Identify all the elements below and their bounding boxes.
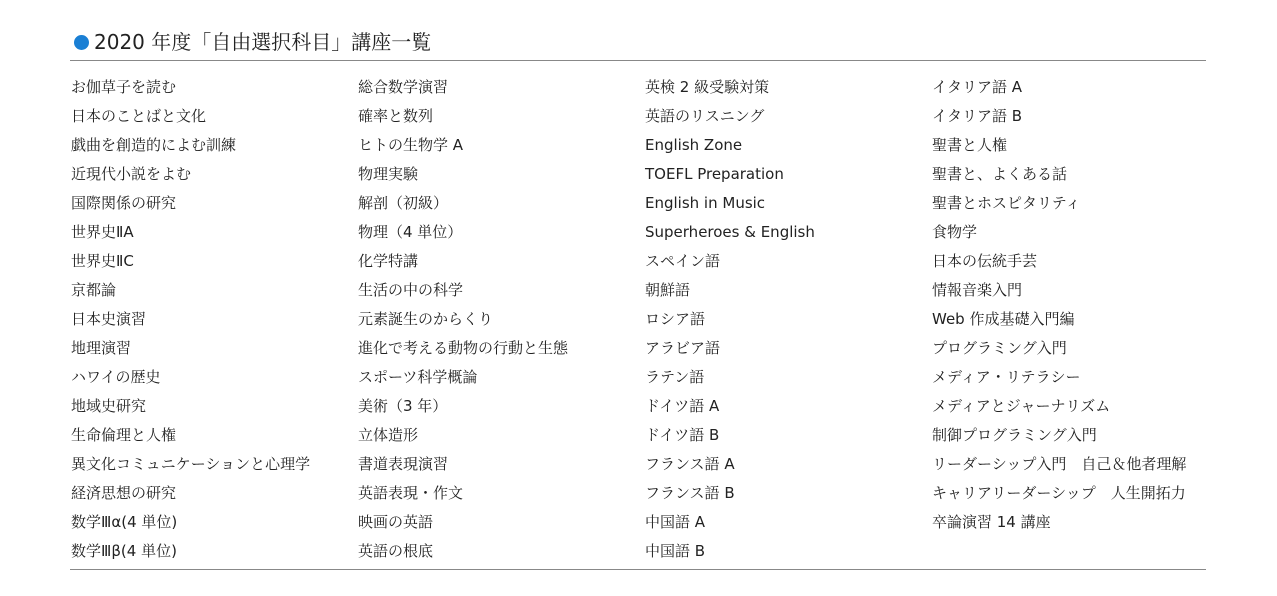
course-item: 日本の伝統手芸 [932, 252, 1038, 270]
course-column-1 [71, 73, 310, 566]
course-item: 数学Ⅲα(4 単位) [71, 513, 178, 531]
bottom-divider [70, 569, 1206, 570]
course-item: ハワイの歴史 [71, 368, 161, 386]
course-item: 元素誕生のからくり [358, 310, 494, 328]
course-item: 異文化コミュニケーションと心理学 [71, 455, 311, 473]
course-item: プログラミング入門 [932, 339, 1067, 357]
course-item: Superheroes & English [645, 223, 815, 241]
course-item: 美術（3 年） [358, 397, 448, 415]
course-item: 化学特講 [358, 252, 419, 270]
course-item: メディア・リテラシー [932, 368, 1081, 386]
course-item: フランス語 B [645, 484, 735, 502]
course-item: 物理（4 単位） [358, 223, 463, 241]
course-item: イタリア語 A [932, 78, 1023, 96]
course-item: 卒論演習 14 講座 [932, 513, 1051, 531]
course-item: アラビア語 [645, 339, 721, 357]
course-column-4 [932, 73, 1186, 537]
course-item: ドイツ語 B [645, 426, 720, 444]
page-title: 2020 年度「自由選択科目」講座一覧 [94, 30, 432, 54]
course-item: 地理演習 [71, 339, 132, 357]
course-column-2 [358, 73, 568, 566]
course-item: キャリアリーダーシップ 人生開拓力 [932, 484, 1186, 502]
course-item: 立体造形 [358, 426, 419, 444]
course-item: 京都論 [71, 281, 117, 299]
course-item: 近現代小説をよむ [71, 165, 192, 183]
course-item: 聖書と、よくある話 [932, 165, 1068, 183]
course-item: TOEFL Preparation [645, 165, 784, 183]
course-item: 物理実験 [358, 165, 419, 183]
course-item: 食物学 [932, 223, 978, 241]
bullet-dot-icon [74, 35, 89, 50]
course-item: リーダーシップ入門 自己＆他者理解 [932, 455, 1187, 473]
course-item: ロシア語 [645, 310, 706, 328]
course-item: 情報音楽入門 [932, 281, 1023, 299]
course-item: English in Music [645, 194, 766, 212]
course-item: スペイン語 [645, 252, 721, 270]
course-item: ヒトの生物学 A [358, 136, 464, 154]
course-item: 聖書と人権 [932, 136, 1008, 154]
course-item: 経済思想の研究 [71, 484, 177, 502]
course-item: 生活の中の科学 [358, 281, 464, 299]
course-column-3 [645, 73, 815, 566]
course-item: イタリア語 B [932, 107, 1023, 125]
course-item: 数学Ⅲβ(4 単位) [71, 542, 177, 560]
course-item: お伽草子を読む [71, 78, 177, 96]
page-header [74, 27, 431, 57]
course-item: フランス語 A [645, 455, 735, 473]
course-item: 英語のリスニング [645, 107, 765, 125]
course-item: 映画の英語 [358, 513, 434, 531]
course-item: 国際関係の研究 [71, 194, 177, 212]
course-item: 中国語 B [645, 542, 706, 560]
course-item: ラテン語 [645, 368, 705, 386]
course-item: メディアとジャーナリズム [932, 397, 1111, 415]
course-item: 確率と数列 [358, 107, 434, 125]
course-item: 世界史ⅡA [71, 223, 134, 241]
course-item: 生命倫理と人権 [71, 426, 177, 444]
course-item: 進化で考える動物の行動と生態 [358, 339, 569, 357]
course-item: ドイツ語 A [645, 397, 720, 415]
course-item: Web 作成基礎入門編 [932, 310, 1075, 328]
course-item: 地域史研究 [71, 397, 147, 415]
course-item: 英語の根底 [358, 542, 434, 560]
course-item: 中国語 A [645, 513, 706, 531]
course-item: 制御プログラミング入門 [932, 426, 1097, 444]
course-item: 書道表現演習 [358, 455, 449, 473]
course-item: 世界史ⅡC [71, 252, 134, 270]
top-divider [70, 60, 1206, 61]
course-item: 英語表現・作文 [358, 484, 464, 502]
course-item: 聖書とホスピタリティ [932, 194, 1081, 212]
course-item: 朝鮮語 [645, 281, 691, 299]
course-item: スポーツ科学概論 [358, 368, 478, 386]
course-item: 総合数学演習 [358, 78, 449, 96]
course-item: 英検 2 級受験対策 [645, 78, 770, 96]
course-item: 日本のことばと文化 [71, 107, 207, 125]
course-item: 日本史演習 [71, 310, 147, 328]
course-item: English Zone [645, 136, 743, 154]
course-item: 解剖（初級） [358, 194, 449, 212]
course-item: 戯曲を創造的によむ訓練 [71, 136, 237, 154]
